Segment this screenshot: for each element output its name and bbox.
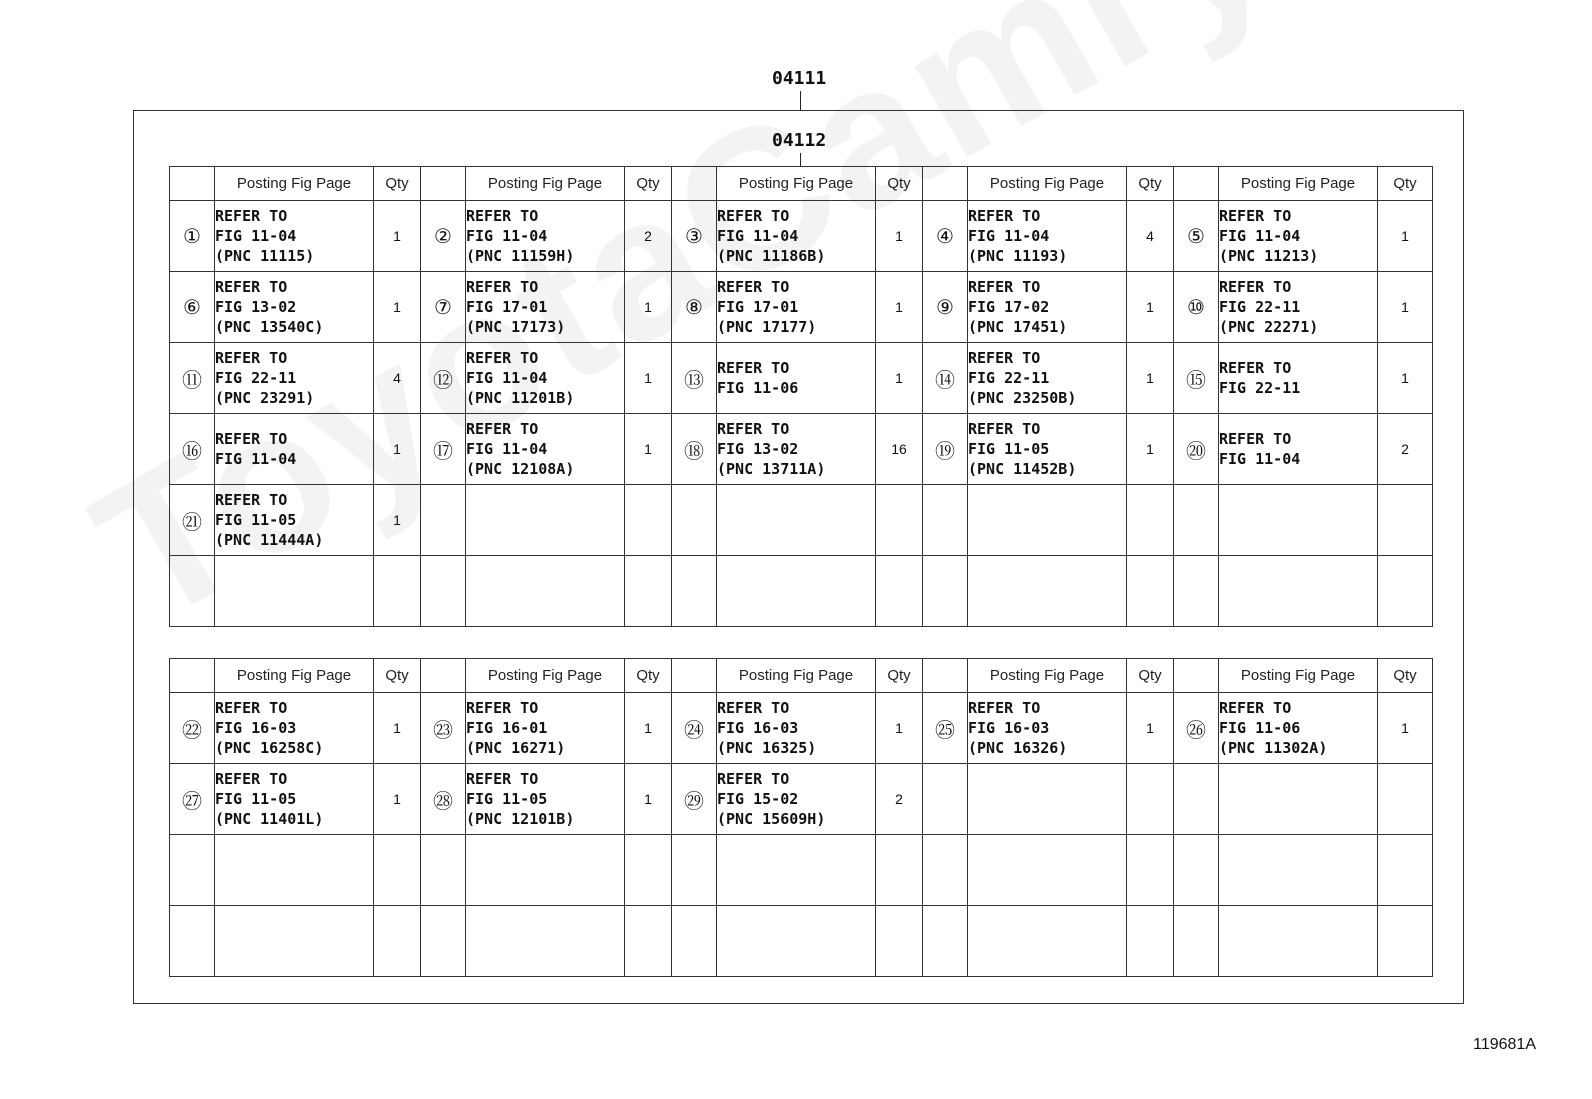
item-number <box>923 764 968 835</box>
table-header-row <box>170 659 1433 693</box>
quantity-value: 1 <box>1127 343 1174 414</box>
reference-text: REFER TO FIG 22-11 (PNC 22271) <box>1219 272 1378 343</box>
header-posting-fig-page: Posting Fig Page <box>717 167 876 201</box>
quantity-value <box>1378 764 1433 835</box>
quantity-value <box>374 906 421 977</box>
header-posting-fig-page: Posting Fig Page <box>215 167 374 201</box>
quantity-value: 1 <box>876 272 923 343</box>
header-number-cell <box>672 167 717 201</box>
item-number: ㉑ <box>170 485 215 556</box>
header-posting-fig-page: Posting Fig Page <box>466 659 625 693</box>
item-number: ⑰ <box>421 414 466 485</box>
item-number: ⑩ <box>1174 272 1219 343</box>
reference-text: REFER TO FIG 16-03 (PNC 16326) <box>968 693 1127 764</box>
item-number: ⑨ <box>923 272 968 343</box>
item-number <box>421 556 466 627</box>
reference-text <box>1219 485 1378 556</box>
reference-text: REFER TO FIG 11-04 <box>215 414 374 485</box>
item-number: ⑮ <box>1174 343 1219 414</box>
reference-text: REFER TO FIG 22-11 <box>1219 343 1378 414</box>
quantity-value: 1 <box>625 414 672 485</box>
header-posting-fig-page: Posting Fig Page <box>215 659 374 693</box>
quantity-value: 1 <box>876 693 923 764</box>
quantity-value <box>1378 835 1433 906</box>
header-posting-fig-page: Posting Fig Page <box>968 659 1127 693</box>
header-qty: Qty <box>374 167 421 201</box>
reference-text: REFER TO FIG 11-04 (PNC 11201B) <box>466 343 625 414</box>
reference-text <box>1219 556 1378 627</box>
reference-text: REFER TO FIG 11-04 (PNC 11213) <box>1219 201 1378 272</box>
quantity-value: 1 <box>374 693 421 764</box>
item-number: ㉓ <box>421 693 466 764</box>
header-posting-fig-page: Posting Fig Page <box>717 659 876 693</box>
item-number <box>421 835 466 906</box>
reference-text: REFER TO FIG 11-04 (PNC 11115) <box>215 201 374 272</box>
reference-text <box>215 906 374 977</box>
reference-text <box>717 835 876 906</box>
item-number <box>923 556 968 627</box>
item-number: ② <box>421 201 466 272</box>
reference-text: REFER TO FIG 17-01 (PNC 17177) <box>717 272 876 343</box>
figure-number: 119681A <box>1473 1036 1536 1053</box>
reference-text: REFER TO FIG 16-01 (PNC 16271) <box>466 693 625 764</box>
header-qty: Qty <box>876 167 923 201</box>
reference-text <box>717 906 876 977</box>
reference-text <box>717 485 876 556</box>
item-number: ㉘ <box>421 764 466 835</box>
item-number <box>170 906 215 977</box>
table-header-row <box>170 167 1433 201</box>
quantity-value <box>1378 485 1433 556</box>
reference-text: REFER TO FIG 16-03 (PNC 16325) <box>717 693 876 764</box>
quantity-value: 1 <box>1378 693 1433 764</box>
item-number: ③ <box>672 201 717 272</box>
header-number-cell <box>1174 167 1219 201</box>
item-number: ㉖ <box>1174 693 1219 764</box>
item-number <box>923 906 968 977</box>
header-posting-fig-page: Posting Fig Page <box>968 167 1127 201</box>
item-number: ⑬ <box>672 343 717 414</box>
reference-text: REFER TO FIG 11-05 (PNC 11401L) <box>215 764 374 835</box>
item-number <box>421 485 466 556</box>
quantity-value: 1 <box>1378 272 1433 343</box>
header-number-cell <box>923 167 968 201</box>
table-row <box>170 556 1433 627</box>
quantity-value <box>1127 485 1174 556</box>
reference-text: REFER TO FIG 11-05 (PNC 11452B) <box>968 414 1127 485</box>
header-number-cell <box>923 659 968 693</box>
header-qty: Qty <box>374 659 421 693</box>
table-row <box>170 693 1433 764</box>
quantity-value: 1 <box>374 764 421 835</box>
reference-text <box>968 764 1127 835</box>
quantity-value <box>625 835 672 906</box>
quantity-value: 1 <box>374 485 421 556</box>
item-number <box>170 556 215 627</box>
header-qty: Qty <box>625 167 672 201</box>
reference-table-2 <box>169 658 1433 977</box>
reference-text <box>215 556 374 627</box>
item-number <box>421 906 466 977</box>
header-qty: Qty <box>1378 659 1433 693</box>
quantity-value <box>1127 906 1174 977</box>
inner-group-label: 04112 <box>772 130 827 151</box>
quantity-value: 1 <box>1378 343 1433 414</box>
header-posting-fig-page: Posting Fig Page <box>1219 659 1378 693</box>
inner-leader-line <box>800 153 801 166</box>
reference-text <box>1219 835 1378 906</box>
item-number <box>1174 764 1219 835</box>
item-number: ⑳ <box>1174 414 1219 485</box>
table-row <box>170 201 1433 272</box>
item-number: ㉙ <box>672 764 717 835</box>
table-row <box>170 272 1433 343</box>
item-number <box>672 556 717 627</box>
item-number: ① <box>170 201 215 272</box>
quantity-value: 4 <box>374 343 421 414</box>
reference-text: REFER TO FIG 11-04 <box>1219 414 1378 485</box>
quantity-value: 2 <box>625 201 672 272</box>
item-number <box>672 835 717 906</box>
reference-text: REFER TO FIG 22-11 (PNC 23291) <box>215 343 374 414</box>
quantity-value <box>1127 835 1174 906</box>
item-number <box>923 485 968 556</box>
item-number: ㉔ <box>672 693 717 764</box>
quantity-value <box>1127 764 1174 835</box>
reference-text <box>466 485 625 556</box>
reference-text <box>466 835 625 906</box>
header-qty: Qty <box>1127 659 1174 693</box>
quantity-value: 2 <box>1378 414 1433 485</box>
header-qty: Qty <box>1127 167 1174 201</box>
quantity-value: 1 <box>1127 272 1174 343</box>
header-posting-fig-page: Posting Fig Page <box>466 167 625 201</box>
item-number <box>170 835 215 906</box>
quantity-value <box>1378 906 1433 977</box>
quantity-value <box>625 906 672 977</box>
header-number-cell <box>1174 659 1219 693</box>
quantity-value: 1 <box>625 764 672 835</box>
quantity-value: 16 <box>876 414 923 485</box>
reference-text: REFER TO FIG 15-02 (PNC 15609H) <box>717 764 876 835</box>
quantity-value <box>876 835 923 906</box>
quantity-value: 1 <box>1127 414 1174 485</box>
item-number: ㉕ <box>923 693 968 764</box>
reference-text <box>466 556 625 627</box>
quantity-value: 1 <box>876 201 923 272</box>
reference-text <box>1219 906 1378 977</box>
quantity-value <box>374 556 421 627</box>
item-number <box>923 835 968 906</box>
reference-text: REFER TO FIG 11-05 (PNC 12101B) <box>466 764 625 835</box>
header-number-cell <box>170 659 215 693</box>
item-number: ⑫ <box>421 343 466 414</box>
reference-text <box>215 835 374 906</box>
header-posting-fig-page: Posting Fig Page <box>1219 167 1378 201</box>
item-number <box>1174 485 1219 556</box>
quantity-value: 4 <box>1127 201 1174 272</box>
item-number: ⑦ <box>421 272 466 343</box>
reference-text <box>717 556 876 627</box>
reference-text: REFER TO FIG 11-06 <box>717 343 876 414</box>
item-number: ㉗ <box>170 764 215 835</box>
reference-text: REFER TO FIG 22-11 (PNC 23250B) <box>968 343 1127 414</box>
item-number: ⑭ <box>923 343 968 414</box>
quantity-value: 1 <box>625 272 672 343</box>
item-number: ⑲ <box>923 414 968 485</box>
reference-text <box>968 835 1127 906</box>
item-number <box>672 906 717 977</box>
quantity-value: 1 <box>374 414 421 485</box>
reference-text: REFER TO FIG 11-04 (PNC 11159H) <box>466 201 625 272</box>
reference-text: REFER TO FIG 16-03 (PNC 16258C) <box>215 693 374 764</box>
table-row <box>170 906 1433 977</box>
item-number: ⑪ <box>170 343 215 414</box>
quantity-value: 1 <box>374 272 421 343</box>
reference-text <box>1219 764 1378 835</box>
quantity-value: 1 <box>876 343 923 414</box>
item-number <box>1174 835 1219 906</box>
reference-text: REFER TO FIG 17-01 (PNC 17173) <box>466 272 625 343</box>
item-number: ㉒ <box>170 693 215 764</box>
quantity-value <box>876 906 923 977</box>
reference-text <box>466 906 625 977</box>
quantity-value: 1 <box>625 693 672 764</box>
reference-text: REFER TO FIG 11-04 (PNC 11186B) <box>717 201 876 272</box>
quantity-value <box>876 556 923 627</box>
item-number <box>1174 906 1219 977</box>
header-qty: Qty <box>1378 167 1433 201</box>
reference-text <box>968 485 1127 556</box>
quantity-value: 1 <box>1127 693 1174 764</box>
reference-text: REFER TO FIG 13-02 (PNC 13540C) <box>215 272 374 343</box>
reference-text: REFER TO FIG 17-02 (PNC 17451) <box>968 272 1127 343</box>
header-qty: Qty <box>625 659 672 693</box>
quantity-value: 1 <box>374 201 421 272</box>
item-number: ④ <box>923 201 968 272</box>
table-row <box>170 414 1433 485</box>
quantity-value <box>625 556 672 627</box>
reference-text: REFER TO FIG 11-04 (PNC 12108A) <box>466 414 625 485</box>
quantity-value: 1 <box>625 343 672 414</box>
header-number-cell <box>421 167 466 201</box>
item-number: ⑤ <box>1174 201 1219 272</box>
item-number: ⑯ <box>170 414 215 485</box>
reference-table-1 <box>169 166 1433 627</box>
quantity-value <box>876 485 923 556</box>
reference-text: REFER TO FIG 11-05 (PNC 11444A) <box>215 485 374 556</box>
table-row <box>170 343 1433 414</box>
outer-group-label: 04111 <box>772 68 827 89</box>
reference-text: REFER TO FIG 11-04 (PNC 11193) <box>968 201 1127 272</box>
header-number-cell <box>421 659 466 693</box>
quantity-value <box>374 835 421 906</box>
item-number <box>1174 556 1219 627</box>
header-qty: Qty <box>876 659 923 693</box>
table-row <box>170 764 1433 835</box>
reference-text <box>968 906 1127 977</box>
outer-leader-line <box>800 91 801 110</box>
item-number: ⑱ <box>672 414 717 485</box>
item-number <box>672 485 717 556</box>
quantity-value <box>1378 556 1433 627</box>
reference-text <box>968 556 1127 627</box>
table-row <box>170 835 1433 906</box>
reference-text: REFER TO FIG 11-06 (PNC 11302A) <box>1219 693 1378 764</box>
item-number: ⑧ <box>672 272 717 343</box>
quantity-value <box>625 485 672 556</box>
quantity-value <box>1127 556 1174 627</box>
reference-text: REFER TO FIG 13-02 (PNC 13711A) <box>717 414 876 485</box>
table-row <box>170 485 1433 556</box>
header-number-cell <box>672 659 717 693</box>
header-number-cell <box>170 167 215 201</box>
quantity-value: 1 <box>1378 201 1433 272</box>
item-number: ⑥ <box>170 272 215 343</box>
quantity-value: 2 <box>876 764 923 835</box>
